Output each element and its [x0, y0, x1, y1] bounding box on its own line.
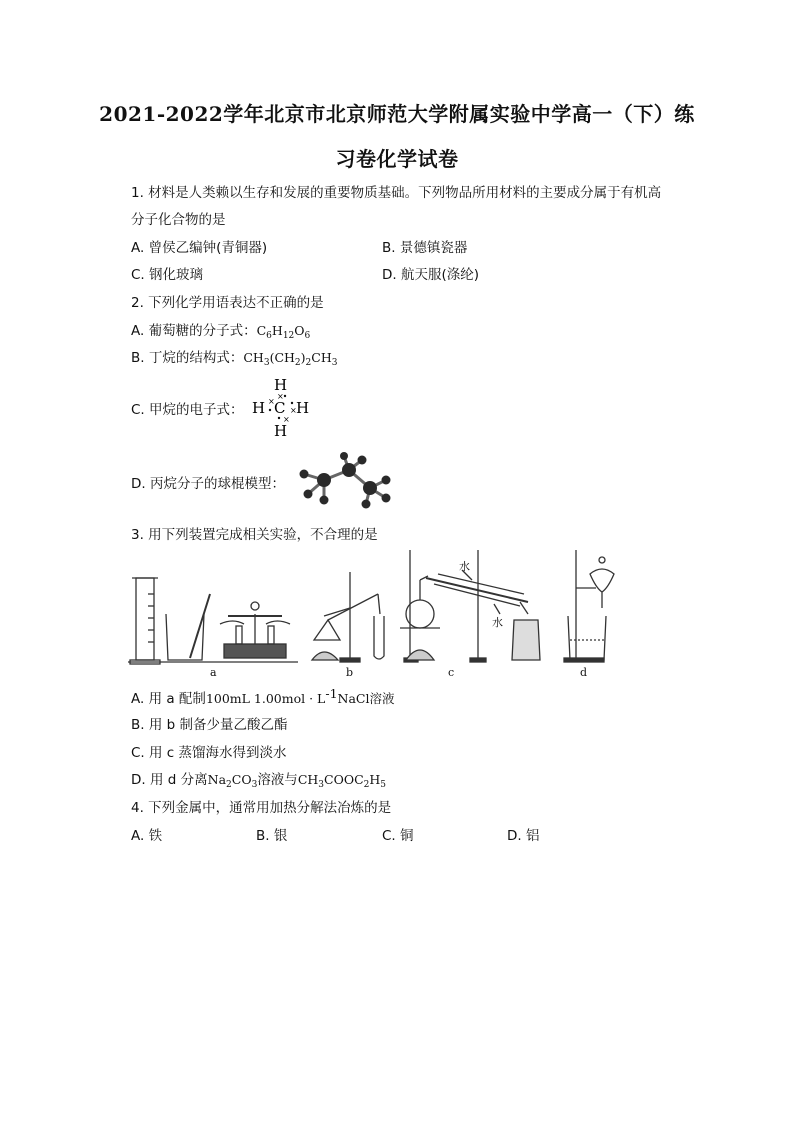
q1-option-b: B. 景德镇瓷器 — [382, 240, 468, 256]
fig-label-d: d — [580, 666, 588, 679]
q2-option-c: C. 甲烷的电子式： — [131, 402, 244, 418]
q2-option-b — [131, 346, 337, 368]
svg-text:H: H — [252, 399, 266, 417]
svg-text:H: H — [274, 422, 288, 439]
svg-text:H: H — [274, 376, 288, 394]
q1-option-a: A. 曾侯乙编钟(青铜器) — [131, 240, 268, 256]
sodium-carbonate-formula: $Na_2CO_3$ — [207, 772, 258, 790]
propane-ball-stick-model — [294, 452, 394, 510]
q3-apparatus-figure — [128, 544, 628, 680]
q3-option-d — [131, 768, 386, 790]
q3-option-d-mid: 溶液与 — [257, 772, 298, 788]
q1-option-d: D. 航天服(涤纶) — [382, 267, 480, 283]
q4-option-d: D. 铝 — [507, 828, 540, 844]
methane-electron-formula — [248, 375, 314, 439]
q2-option-d: D. 丙烷分子的球棍模型： — [131, 476, 285, 492]
q4-option-b: B. 银 — [256, 828, 288, 844]
fig-label-b: b — [346, 666, 354, 679]
q3-option-a-chem: 100mL 1.00mol · L — [205, 691, 326, 706]
q4-stem: 4. 下列金属中，通常用加热分解法冶炼的是 — [131, 800, 392, 816]
butane-formula: $CH_3(CH_2)_2CH_3$ — [243, 350, 338, 368]
q1-option-c: C. 钢化玻璃 — [131, 267, 204, 283]
q4-option-a: A. 铁 — [131, 828, 163, 844]
q3-option-b: B. 用 b 制备少量乙酸乙酯 — [131, 717, 288, 733]
q2-stem: 2. 下列化学用语表达不正确的是 — [131, 295, 324, 311]
q1-stem-line2: 分子化合物的是 — [131, 212, 226, 228]
q3-option-a-pre: A. 用 a 配制 — [131, 691, 206, 707]
glucose-formula: $C_6H_{12}O_6$ — [256, 323, 311, 341]
q3-option-c: C. 用 c 蒸馏海水得到淡水 — [131, 745, 287, 761]
q3-option-a — [131, 686, 395, 707]
svg-text:×: × — [268, 397, 275, 406]
fig-label-a: a — [210, 666, 217, 679]
q2-option-a-label: A. 葡萄糖的分子式： — [131, 323, 257, 339]
q3-option-a-post: NaCl溶液 — [337, 691, 395, 706]
q3-stem: 3. 用下列装置完成相关实验，不合理的是 — [131, 527, 378, 543]
q1-stem-line1: 1. 材料是人类赖以生存和发展的重要物质基础。下列物品所用材料的主要成分属于有机高 — [131, 185, 662, 201]
q2-option-a — [131, 319, 310, 341]
q3-option-d-pre: D. 用 d 分离 — [131, 772, 208, 788]
q2-option-b-label: B. 丁烷的结构式： — [131, 350, 244, 366]
water-in-label: 水 — [459, 560, 470, 573]
svg-text:×: × — [283, 415, 290, 424]
fig-label-c: c — [448, 666, 455, 679]
svg-text:C: C — [274, 399, 286, 417]
page-title-line1: 2021-2022学年北京市北京师范大学附属实验中学高一（下）练 — [99, 102, 695, 126]
q4-option-c: C. 铜 — [382, 828, 414, 844]
svg-text:×: × — [290, 406, 297, 415]
svg-text:×: × — [277, 392, 284, 401]
water-out-label: 水 — [492, 616, 503, 629]
superscript-minus-one: -1 — [325, 686, 338, 701]
ethyl-acetate-formula: $CH_3COOC_2H_5$ — [297, 772, 387, 790]
page-title-line2: 习卷化学试卷 — [335, 147, 459, 171]
svg-text:H: H — [296, 399, 310, 417]
